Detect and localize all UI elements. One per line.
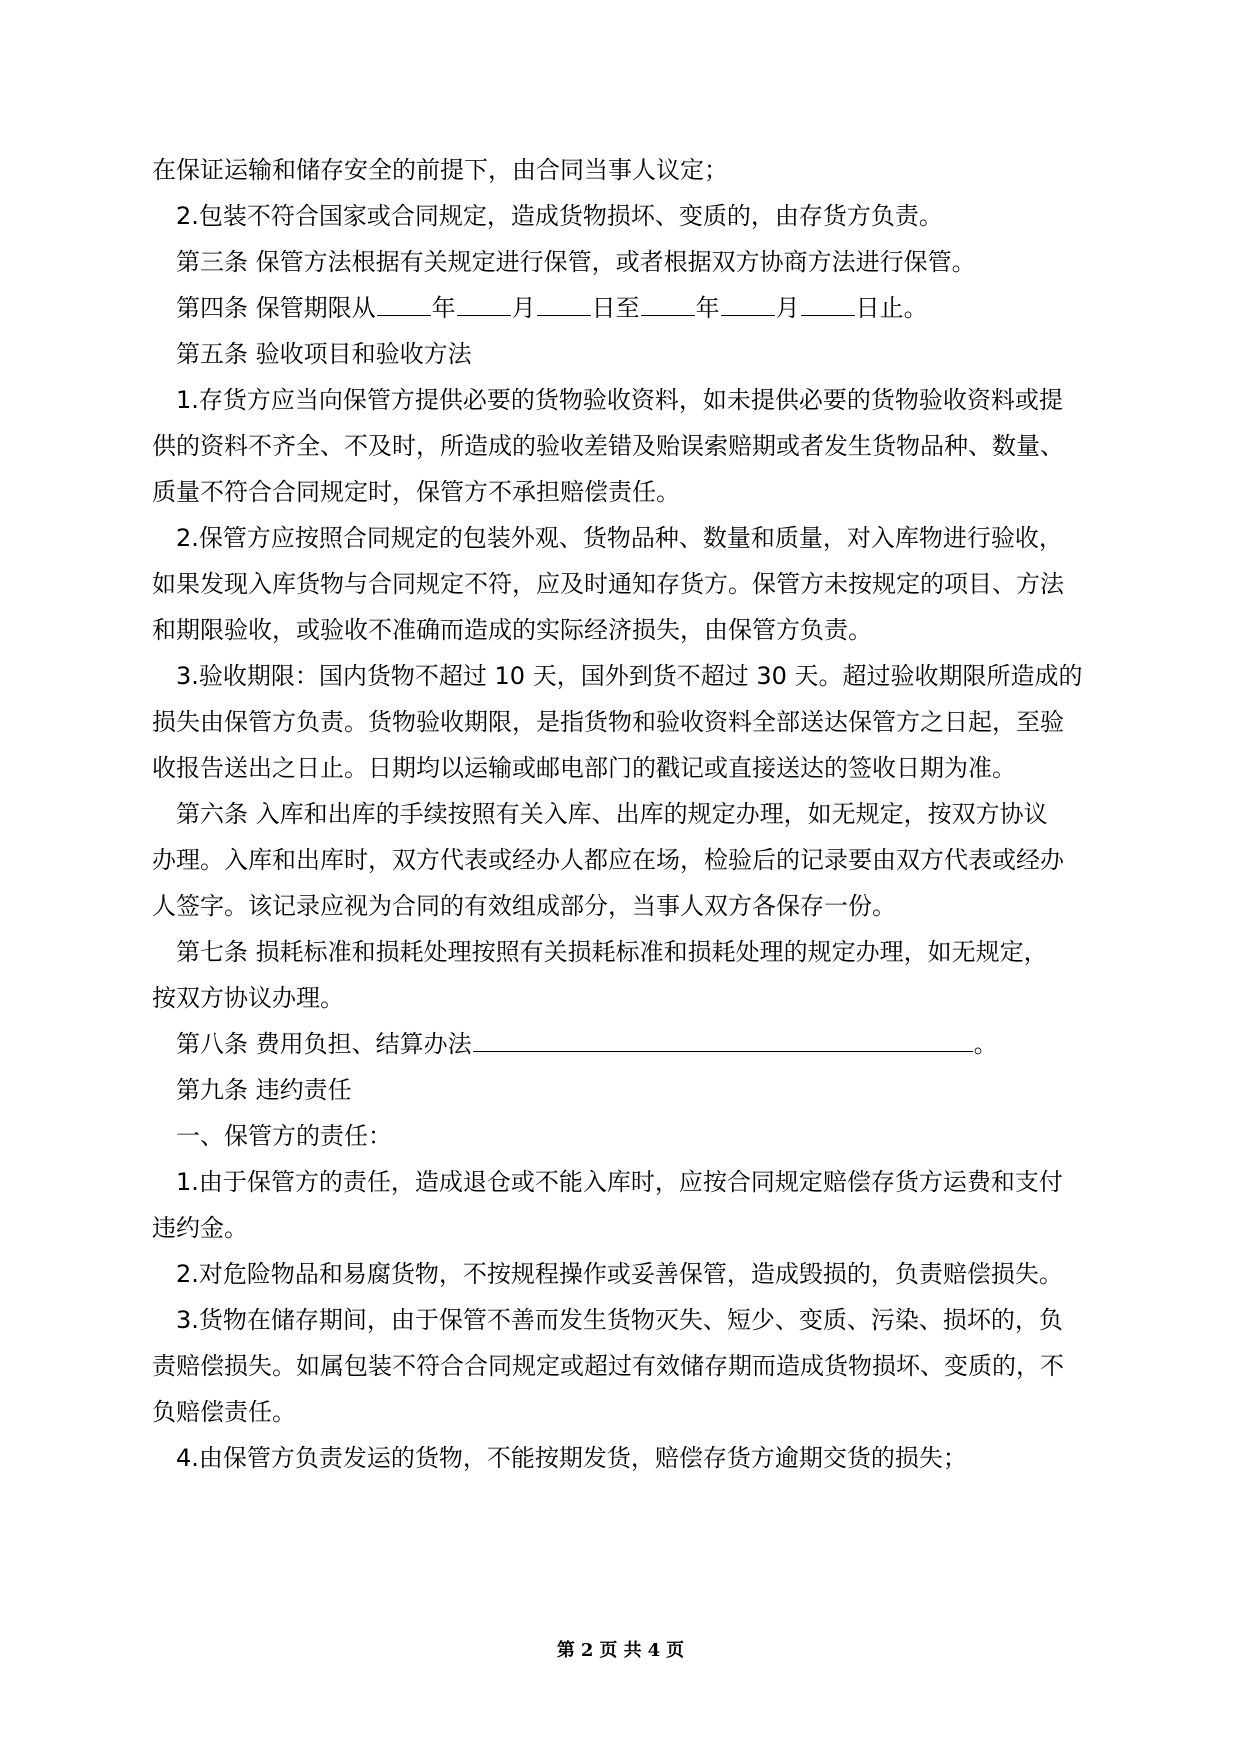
paragraph-line: 人签字。该记录应视为合同的有效组成部分，当事人双方各保存一份。: [152, 892, 896, 920]
paragraph-line: 责赔偿损失。如属包装不符合合同规定或超过有效储存期而造成货物损坏、变质的，不: [152, 1352, 1064, 1380]
storage-period-label: 第四条 保管期限从: [176, 294, 376, 322]
paragraph-line: 质量不符合合同规定时，保管方不承担赔偿责任。: [152, 478, 680, 506]
fee-settlement-label: 第八条 费用负担、结算办法: [176, 1030, 472, 1058]
unit-label: 日止。: [855, 294, 928, 322]
fee-settlement-line: [176, 1029, 998, 1059]
unit-label: 年: [695, 294, 720, 322]
blank-field: [377, 293, 431, 316]
paragraph-line: 3.验收期限：国内货物不超过 10 天，国外到货不超过 30 天。超过验收期限所造成的: [176, 662, 1083, 690]
paragraph-line: 和期限验收，或验收不准确而造成的实际经济损失，由保管方负责。: [152, 616, 872, 644]
paragraph-line: 违约金。: [152, 1214, 248, 1242]
footer-prefix: 第: [556, 1640, 575, 1661]
paragraph-line: 办理。入库和出库时，双方代表或经办人都应在场，检验后的记录要由双方代表或经办: [152, 846, 1064, 874]
blank-field: [721, 293, 775, 316]
unit-label: 月: [511, 294, 536, 322]
paragraph-line: 2.保管方应按照合同规定的包装外观、货物品种、数量和质量，对入库物进行验收，: [176, 524, 1063, 552]
paragraph-line: 损失由保管方负责。货物验收期限，是指货物和验收资料全部送达保管方之日起，至验: [152, 708, 1064, 736]
fee-settlement-suffix: 。: [973, 1030, 998, 1058]
blank-field: [537, 293, 591, 316]
storage-period-line: [176, 293, 928, 323]
paragraph-line: 第六条 入库和出库的手续按照有关入库、出库的规定办理，如无规定，按双方协议: [176, 800, 1048, 828]
blank-field: [641, 293, 695, 316]
footer-middle: 页 共: [599, 1640, 642, 1661]
paragraph-line: 按双方协议办理。: [152, 984, 344, 1012]
unit-label: 日至: [591, 294, 640, 322]
paragraph-line: 在保证运输和储存安全的前提下，由合同当事人议定；: [152, 156, 728, 184]
paragraph-line: 1.存货方应当向保管方提供必要的货物验收资料，如未提供必要的货物验收资料或提: [176, 386, 1063, 414]
paragraph-line: 第九条 违约责任: [176, 1076, 352, 1104]
paragraph-line: 供的资料不齐全、不及时，所造成的验收差错及贻误索赔期或者发生货物品种、数量、: [152, 432, 1064, 460]
paragraph-line: 1.由于保管方的责任，造成退仓或不能入库时，应按合同规定赔偿存货方运费和支付: [176, 1168, 1063, 1196]
paragraph-line: 如果发现入库货物与合同规定不符，应及时通知存货方。保管方未按规定的项目、方法: [152, 570, 1064, 598]
total-page-number: 4: [647, 1640, 661, 1661]
paragraph-line: 4.由保管方负责发运的货物，不能按期发货，赔偿存货方逾期交货的损失；: [176, 1444, 967, 1472]
paragraph-line: 第三条 保管方法根据有关规定进行保管，或者根据双方协商方法进行保管。: [176, 248, 976, 276]
paragraph-line: 负赔偿责任。: [152, 1398, 296, 1426]
blank-field: [473, 1029, 973, 1052]
paragraph-line: 一、保管方的责任：: [176, 1122, 392, 1150]
paragraph-line: 3.货物在储存期间，由于保管不善而发生货物灭失、短少、变质、污染、损坏的，负: [176, 1306, 1063, 1334]
paragraph-line: 第五条 验收项目和验收方法: [176, 340, 472, 368]
paragraph-line: 2.对危险物品和易腐货物，不按规程操作或妥善保管，造成毁损的，负责赔偿损失。: [176, 1260, 1063, 1288]
footer-suffix: 页: [666, 1640, 685, 1661]
paragraph-line: 2.包装不符合国家或合同规定，造成货物损坏、变质的，由存货方负责。: [176, 202, 943, 230]
unit-label: 月: [775, 294, 800, 322]
blank-field: [801, 293, 855, 316]
page-footer: [0, 1636, 1241, 1662]
unit-label: 年: [431, 294, 456, 322]
current-page-number: 2: [580, 1640, 594, 1661]
blank-field: [457, 293, 511, 316]
paragraph-line: 收报告送出之日止。日期均以运输或邮电部门的戳记或直接送达的签收日期为准。: [152, 754, 1016, 782]
paragraph-line: 第七条 损耗标准和损耗处理按照有关损耗标准和损耗处理的规定办理，如无规定，: [176, 938, 1048, 966]
